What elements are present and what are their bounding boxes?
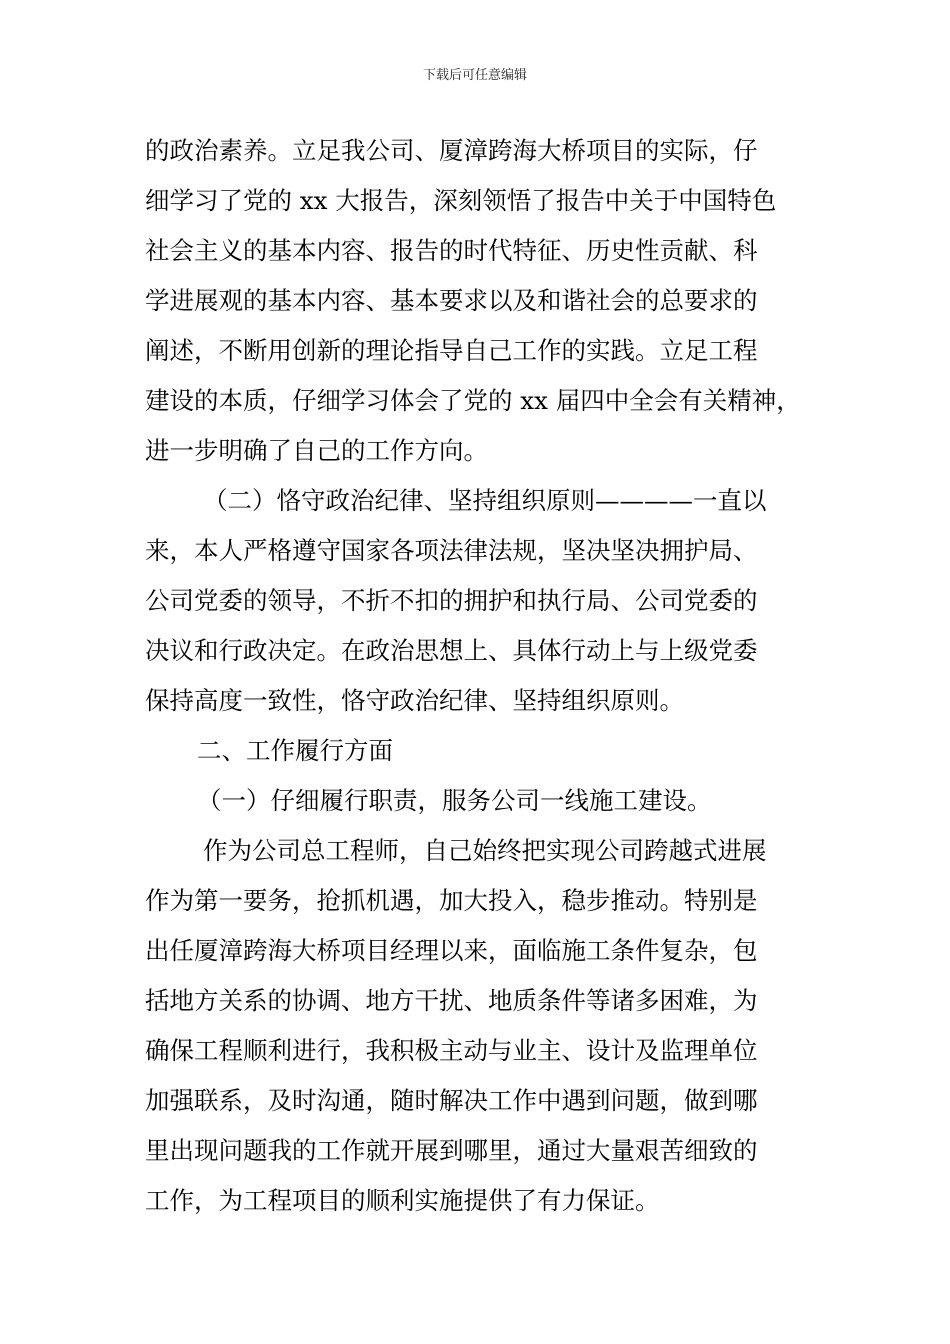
paragraph <box>145 126 813 476</box>
text-line: 建设的本质，仔细学习体会了党的 xx 届四中全会有关精神， <box>145 386 801 415</box>
text-line: 里出现问题我的工作就开展到哪里，通过大量艰苦细致的 <box>145 1136 758 1165</box>
text-line: 保持高度一致性，恪守政治纪律、坚持组织原则。 <box>145 686 684 715</box>
section-heading <box>145 726 813 776</box>
text-line: 阐述，不断用创新的理论指导自己工作的实践。立足工程 <box>145 336 758 365</box>
text-line: 括地方关系的协调、地方干扰、地质条件等诸多困难，为 <box>145 986 758 1015</box>
text-line: 公司党委的领导，不折不扣的拥护和执行局、公司党委的 <box>145 586 758 615</box>
text-line: 二、工作履行方面 <box>197 736 393 765</box>
text-line: 社会主义的基本内容、报告的时代特征、历史性贡献、科 <box>145 236 758 265</box>
text-line: 的政治素养。立足我公司、厦漳跨海大桥项目的实际，仔 <box>145 136 758 165</box>
text-line: （二）恪守政治纪律、坚持组织原则————一直以 <box>203 486 767 515</box>
page-header: 下载后可任意编辑 <box>422 68 527 83</box>
text-line: 来，本人严格遵守国家各项法律法规，坚决坚决拥护局、 <box>145 536 758 565</box>
document-body <box>145 126 813 1226</box>
paragraph <box>145 826 813 1226</box>
text-line: 确保工程顺利进行，我积极主动与业主、设计及监理单位 <box>145 1036 758 1065</box>
text-line: 决议和行政决定。在政治思想上、具体行动上与上级党委 <box>145 636 758 665</box>
paragraph <box>145 476 813 726</box>
text-line: 细学习了党的 xx 大报告，深刻领悟了报告中关于中国特色 <box>145 186 777 215</box>
text-line: 工作，为工程项目的顺利实施提供了有力保证。 <box>145 1186 660 1215</box>
subsection-heading <box>145 776 813 826</box>
text-line: 出任厦漳跨海大桥项目经理以来，面临施工条件复杂，包 <box>145 936 758 965</box>
text-line: 作为公司总工程师，自己始终把实现公司跨越式进展 <box>203 836 767 865</box>
text-line: 进一步明确了自己的工作方向。 <box>145 436 488 465</box>
text-line: 作为第一要务，抢抓机遇，加大投入，稳步推动。特别是 <box>145 886 758 915</box>
text-line: （一）仔细履行职责，服务公司一线施工建设。 <box>197 786 712 815</box>
text-line: 加强联系，及时沟通，随时解决工作中遇到问题，做到哪 <box>145 1086 758 1115</box>
text-line: 学进展观的基本内容、基本要求以及和谐社会的总要求的 <box>145 286 758 315</box>
